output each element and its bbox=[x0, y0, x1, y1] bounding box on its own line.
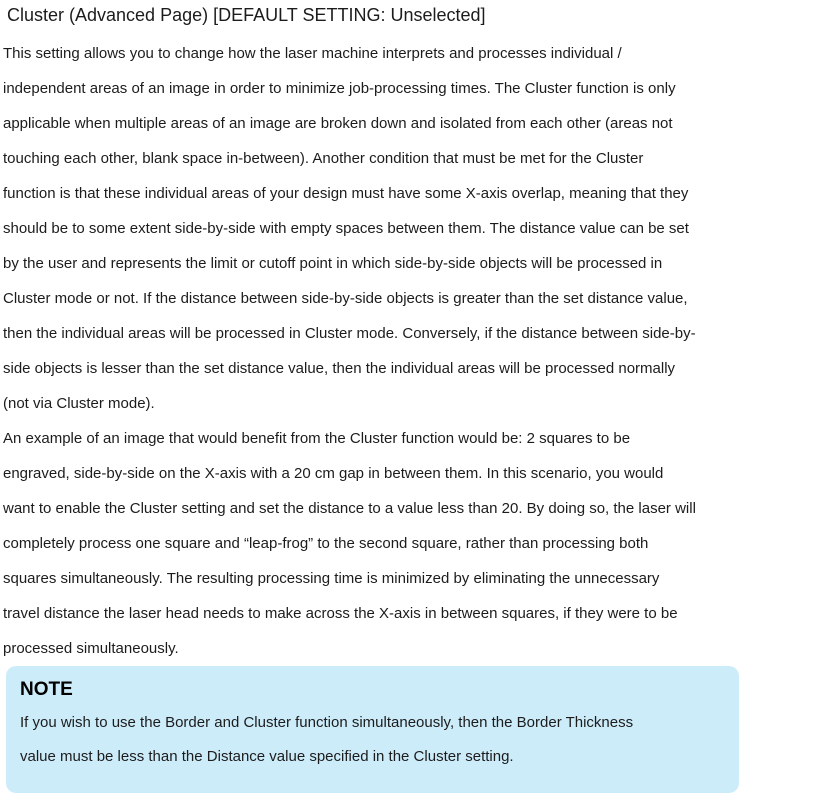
note-text-line: If you wish to use the Border and Cluster function simultaneously, then the Border Thickness bbox=[20, 714, 634, 731]
body-text-line: function is that these individual areas of your design must have some X-axis overlap, meaning that they bbox=[3, 185, 689, 202]
body-text-line: processed simultaneously. bbox=[3, 640, 179, 657]
note-heading: NOTE bbox=[20, 679, 73, 700]
body-text-line: (not via Cluster mode). bbox=[3, 395, 155, 412]
note-box bbox=[6, 666, 739, 793]
body-text-line: squares simultaneously. The resulting processing time is minimized by eliminating the unnecessary bbox=[3, 570, 660, 587]
body-text-line: side objects is lesser than the set distance value, then the individual areas will be processed normally bbox=[3, 360, 676, 377]
body-text-line: applicable when multiple areas of an image are broken down and isolated from each other (areas not bbox=[3, 115, 673, 132]
body-text-line: This setting allows you to change how the laser machine interprets and processes individual / bbox=[3, 45, 622, 62]
body-text-line: engraved, side-by-side on the X-axis with a 20 cm gap in between them. In this scenario, you would bbox=[3, 465, 664, 482]
body-text-line: want to enable the Cluster setting and set the distance to a value less than 20. By doing so, the laser will bbox=[3, 500, 696, 517]
body-text-line: travel distance the laser head needs to make across the X-axis in between squares, if they were to be bbox=[3, 605, 678, 622]
page-title: Cluster (Advanced Page) [DEFAULT SETTING: Unselected] bbox=[7, 5, 486, 25]
body-text-line: independent areas of an image in order to minimize job-processing times. The Cluster function is only bbox=[3, 80, 676, 97]
body-text-line: by the user and represents the limit or cutoff point in which side-by-side objects will be processed in bbox=[3, 255, 663, 272]
body-text-line: then the individual areas will be processed in Cluster mode. Conversely, if the distance between side-by- bbox=[3, 325, 696, 342]
body-text bbox=[3, 36, 823, 666]
note-text bbox=[20, 706, 719, 774]
body-text-line: Cluster mode or not. If the distance between side-by-side objects is greater than the set distance value, bbox=[3, 290, 688, 307]
body-text-line: completely process one square and “leap-frog” to the second square, rather than processing both bbox=[3, 535, 649, 552]
body-text-line: should be to some extent side-by-side with empty spaces between them. The distance value can be set bbox=[3, 220, 689, 237]
note-text-line: value must be less than the Distance value specified in the Cluster setting. bbox=[20, 748, 514, 765]
body-text-line: touching each other, blank space in-between). Another condition that must be met for the Cluster bbox=[3, 150, 644, 167]
body-text-line: An example of an image that would benefit from the Cluster function would be: 2 squares to be bbox=[3, 430, 631, 447]
